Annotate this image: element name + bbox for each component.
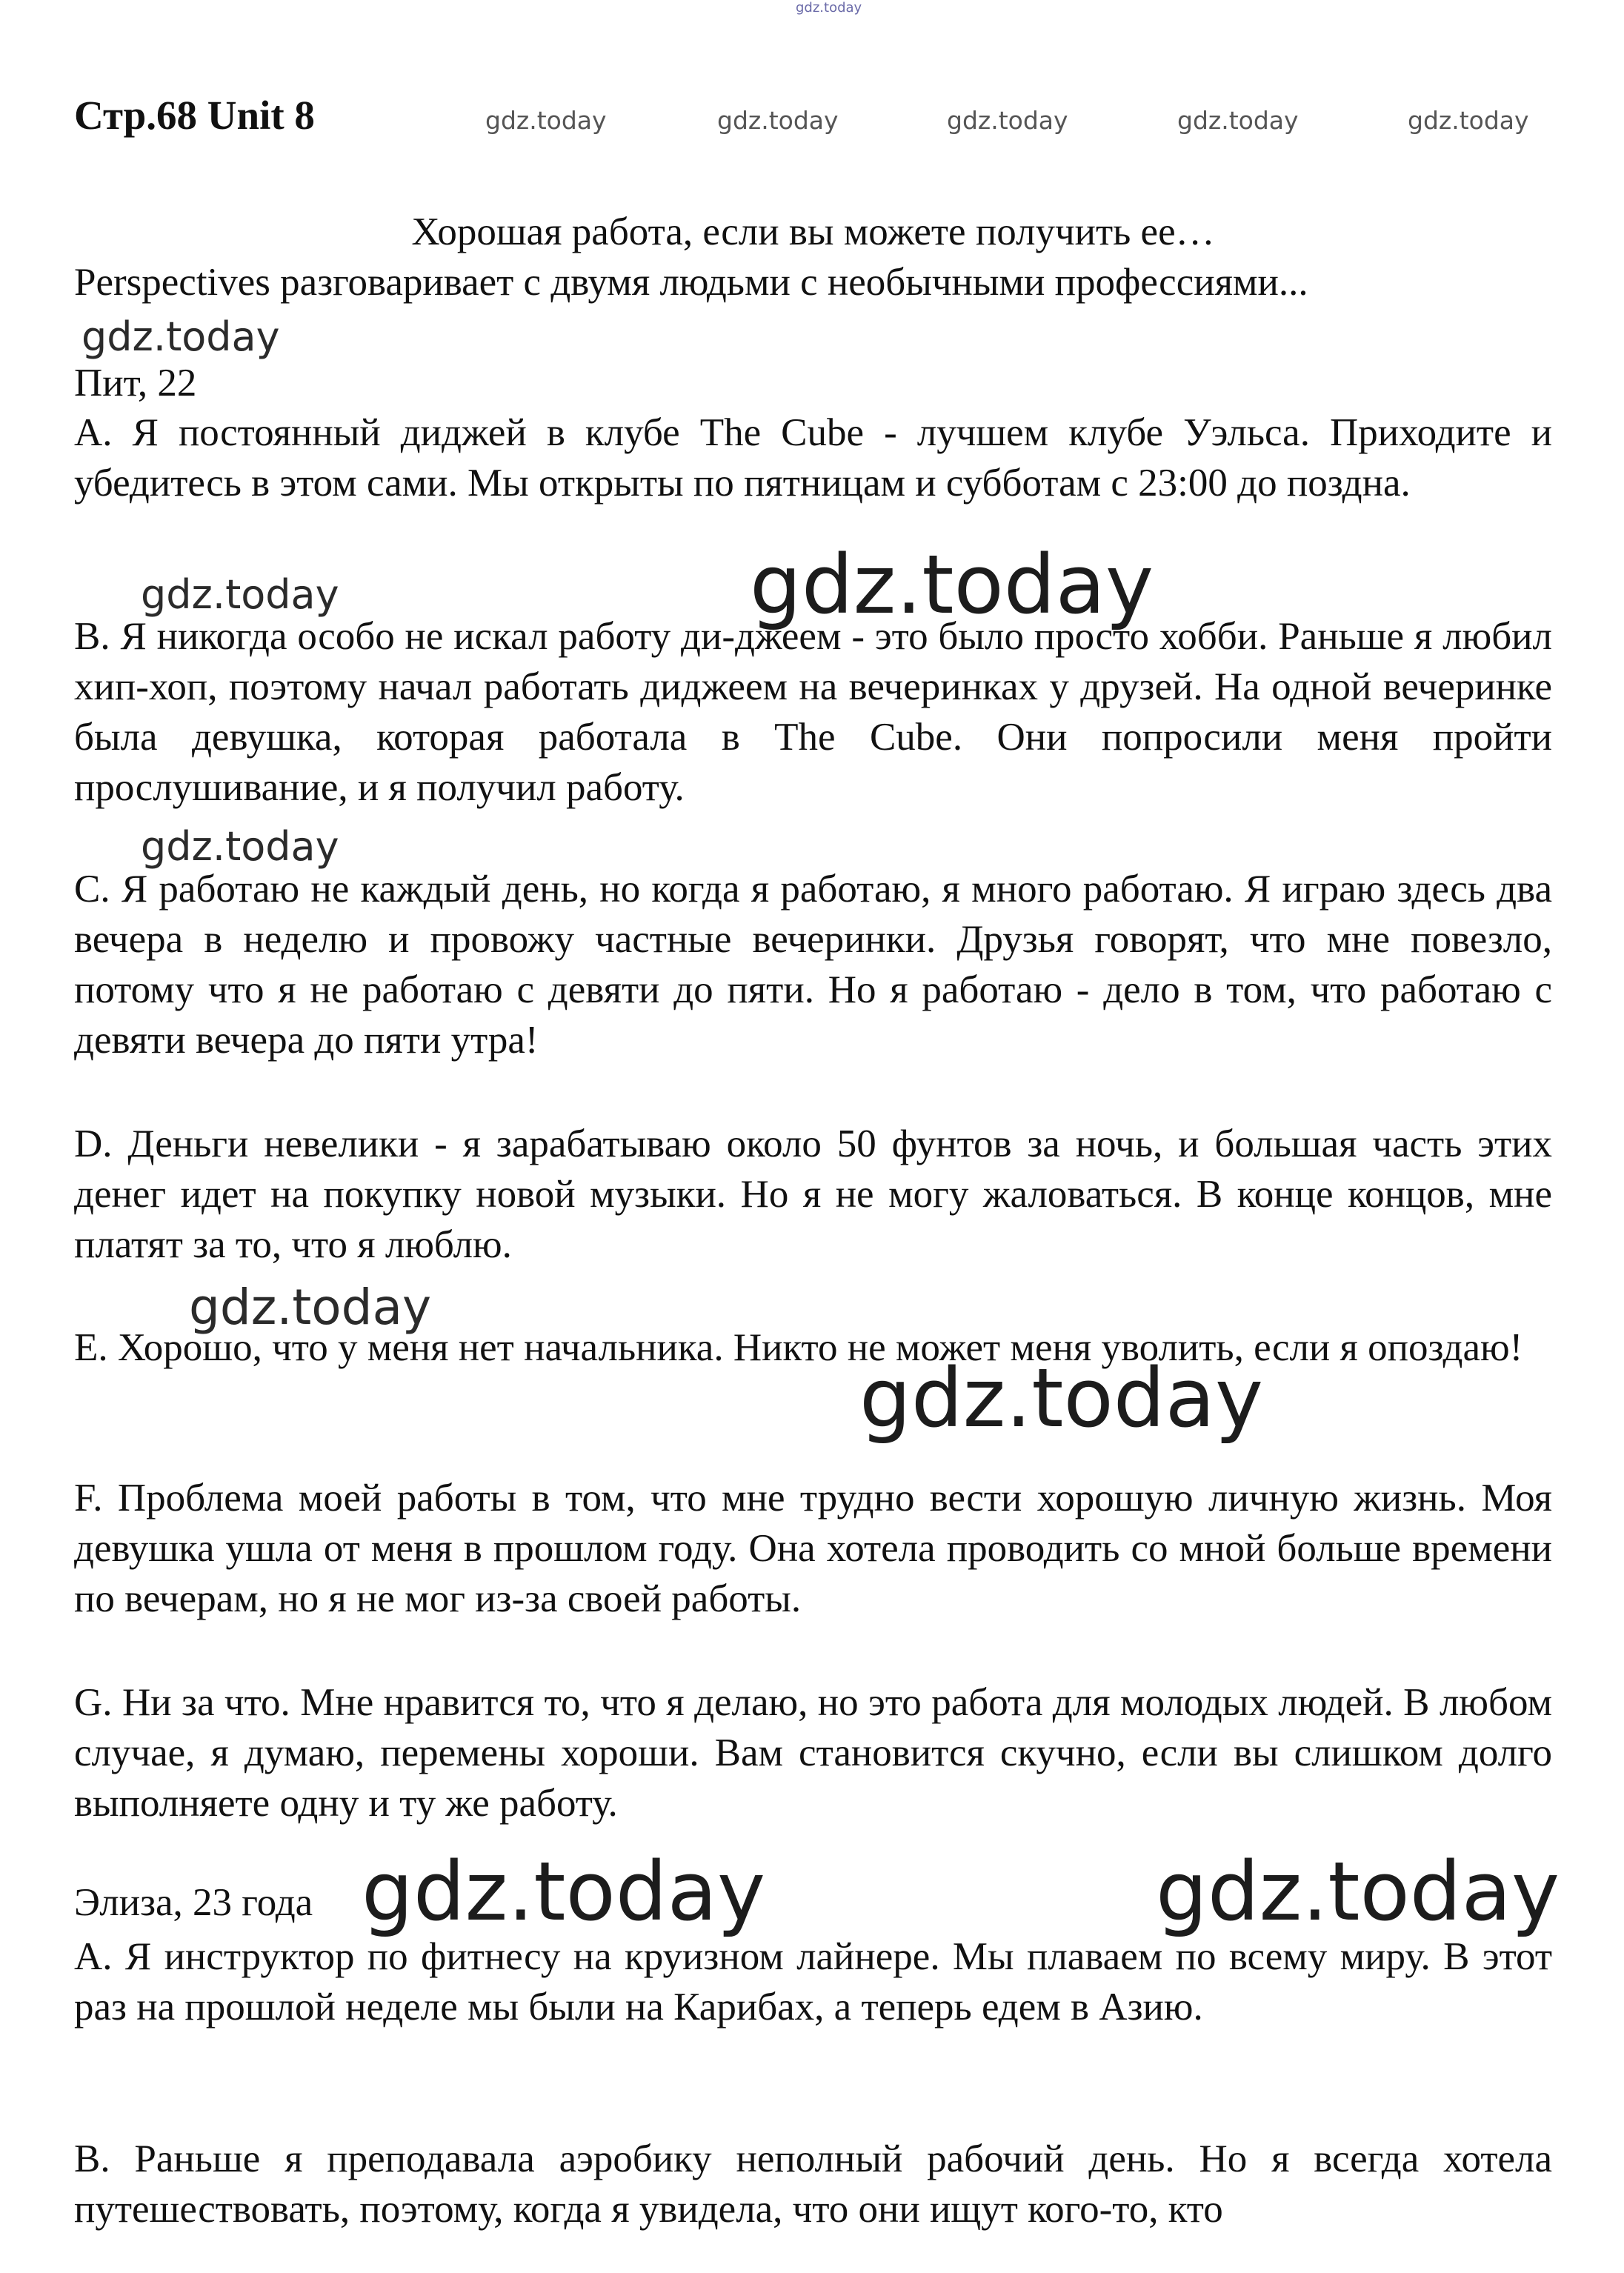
watermark-large-4: gdz.today (1156, 1844, 1560, 1939)
watermark-small-1: gdz.today (81, 313, 280, 360)
pete-answer-b: B. Я никогда особо не искал работу ди-джеем - это было просто хобби. Раньше я любил хип-хоп, поэтому начал работать диджеем на вечеринках у друзей. На одной вечеринке была девушка, которая работала в The Cube. Они попросили меня пройти прослушивание, и я получил работу. (74, 615, 1552, 809)
article-heading: Хорошая работа, если вы можете получить ее… (411, 210, 1215, 253)
watermark-header-2: gdz.today (717, 106, 839, 135)
eliza-name: Элиза, 23 года (74, 1881, 313, 1924)
eliza-answer-b: B. Раньше я преподавала аэробику неполный рабочий день. Но я всегда хотела путешествовать, поэтому, когда я увидела, что они ищут кого-то, кто (74, 2137, 1552, 2231)
watermark-small-3: gdz.today (141, 823, 339, 870)
watermark-small-4: gdz.today (189, 1279, 432, 1336)
pete-answer-f: F. Проблема моей работы в том, что мне трудно вести хорошую личную жизнь. Моя девушка ушла от меня в прошлом году. Она хотела проводить со мной больше времени по вечерам, но я не мог из-за своей работы. (74, 1477, 1552, 1620)
article-intro: Perspectives разговаривает с двумя людьми с необычными профессиями... (74, 261, 1308, 304)
watermark-top: gdz.today (796, 0, 862, 16)
pete-answer-g: G. Ни за что. Мне нравится то, что я делаю, но это работа для молодых людей. В любом случае, я думаю, перемены хороши. Вам становится скучно, если вы слишком долго выполняете одну и ту же работу. (74, 1681, 1552, 1825)
watermark-header-1: gdz.today (485, 106, 607, 135)
watermark-large-3: gdz.today (362, 1844, 766, 1939)
watermark-small-2: gdz.today (141, 571, 339, 618)
pete-name: Пит, 22 (74, 362, 197, 405)
eliza-answer-a: A. Я инструктор по фитнесу на круизном лайнере. Мы плаваем по всему миру. В этот раз на прошлой неделе мы были на Карибах, а теперь едем в Азию. (74, 1935, 1552, 2029)
watermark-large-1: gdz.today (750, 537, 1154, 632)
pete-answer-d: D. Деньги невелики - я зарабатываю около 50 фунтов за ночь, и большая часть этих денег идет на покупку новой музыки. Но я не могу жаловаться. В конце концов, мне платят за то, что я люблю. (74, 1122, 1552, 1266)
watermark-large-2: gdz.today (859, 1351, 1264, 1445)
pete-answer-e: E. Хорошо, что у меня нет начальника. Никто не может меня уволить, если я опоздаю! (74, 1326, 1523, 1369)
page-title: Стр.68 Unit 8 (74, 93, 315, 138)
pete-answer-a: A. Я постоянный диджей в клубе The Cube - лучшем клубе Уэльса. Приходите и убедитесь в этом сами. Мы открыты по пятницам и субботам с 23:00 до поздна. (74, 411, 1552, 505)
watermark-header-3: gdz.today (947, 106, 1068, 135)
pete-answer-c: C. Я работаю не каждый день, но когда я работаю, я много работаю. Я играю здесь два вечера в неделю и провожу частные вечеринки. Друзья говорят, что мне повезло, потому что я не работаю с девяти до пяти. Но я работаю - дело в том, что работаю с девяти вечера до пяти утра! (74, 868, 1552, 1062)
watermark-header-5: gdz.today (1408, 106, 1529, 135)
watermark-header-4: gdz.today (1177, 106, 1299, 135)
